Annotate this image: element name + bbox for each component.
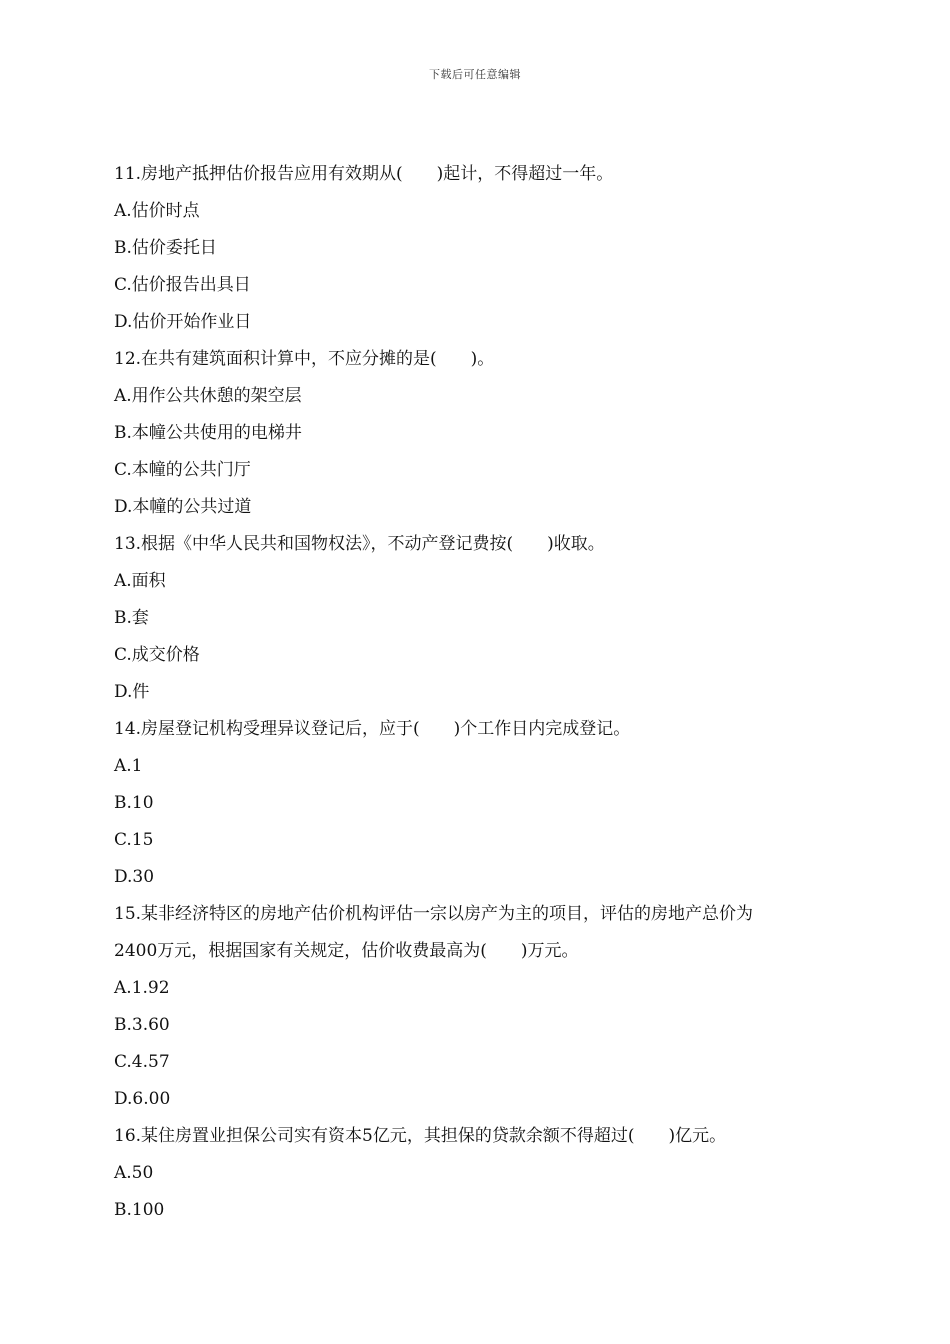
option-a: A.用作公共休憩的架空层 — [114, 386, 302, 406]
option-a: A.1.92 — [114, 978, 170, 998]
option-c: C.4.57 — [114, 1052, 170, 1072]
question-stem: 16.某住房置业担保公司实有资本5亿元，其担保的贷款余额不得超过( )亿元。 — [114, 1126, 727, 1146]
option-a: A.1 — [114, 756, 143, 776]
option-d: D.件 — [114, 682, 150, 702]
question-stem-continued: 2400万元，根据国家有关规定，估价收费最高为( )万元。 — [114, 941, 579, 961]
option-c: C.15 — [114, 830, 154, 850]
question-stem: 12.在共有建筑面积计算中，不应分摊的是( )。 — [114, 349, 495, 369]
option-c: C.估价报告出具日 — [114, 275, 251, 295]
option-b: B.估价委托日 — [114, 238, 217, 258]
question-13 — [114, 526, 844, 711]
header-note: 下载后可任意编辑 — [429, 68, 521, 81]
option-c: C.成交价格 — [114, 645, 200, 665]
option-d: D.估价开始作业日 — [114, 312, 252, 332]
option-b: B.本幢公共使用的电梯井 — [114, 423, 302, 443]
option-b: B.套 — [114, 608, 149, 628]
option-b: B.100 — [114, 1200, 165, 1220]
question-12 — [114, 341, 844, 526]
option-d: D.30 — [114, 867, 155, 887]
option-b: B.3.60 — [114, 1015, 170, 1035]
option-d: D.6.00 — [114, 1089, 171, 1109]
option-c: C.本幢的公共门厅 — [114, 460, 251, 480]
option-a: A.50 — [114, 1163, 154, 1183]
option-a: A.面积 — [114, 571, 166, 591]
question-stem: 14.房屋登记机构受理异议登记后，应于( )个工作日内完成登记。 — [114, 719, 631, 739]
option-d: D.本幢的公共过道 — [114, 497, 252, 517]
question-11 — [114, 156, 844, 341]
question-15 — [114, 896, 844, 1118]
option-b: B.10 — [114, 793, 154, 813]
question-14 — [114, 711, 844, 896]
question-stem: 15.某非经济特区的房地产估价机构评估一宗以房产为主的项目，评估的房地产总价为 — [114, 904, 754, 924]
question-stem: 11.房地产抵押估价报告应用有效期从( )起计，不得超过一年。 — [114, 164, 614, 184]
option-a: A.估价时点 — [114, 201, 200, 221]
question-stem: 13.根据《中华人民共和国物权法》，不动产登记费按( )收取。 — [114, 534, 605, 554]
question-16 — [114, 1118, 844, 1229]
question-list — [114, 156, 844, 1229]
